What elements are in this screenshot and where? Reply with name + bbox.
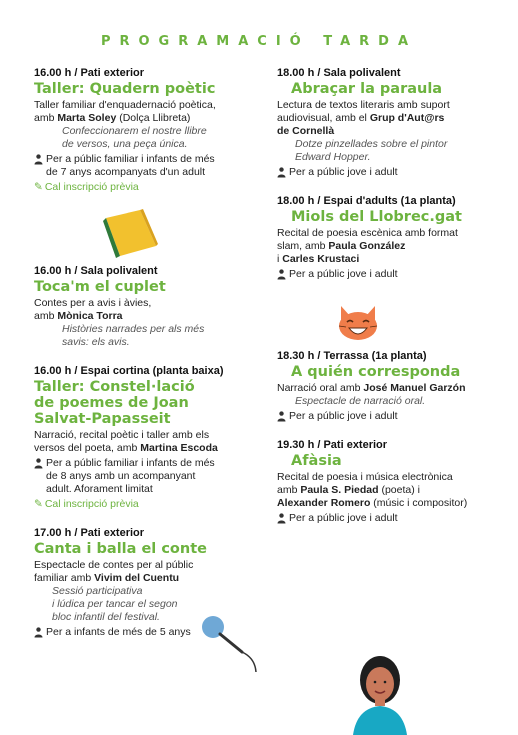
event-time: 19.30 h / Pati exterior bbox=[277, 439, 388, 451]
event-time: 16.00 h / Sala polivalent bbox=[34, 265, 158, 277]
desc-line: amb Mònica Torra bbox=[34, 310, 123, 322]
event-title: Taller: Constel·lació de poemes de Joan Salvat-Papasseit bbox=[34, 379, 195, 427]
performer-name: Grup d'Aut@rs bbox=[369, 112, 445, 124]
desc-line: familiar amb Vivim del Cuentu bbox=[34, 572, 180, 584]
person-icon bbox=[34, 627, 43, 638]
desc-line: amb Paula S. Piedad (poeta) i bbox=[277, 484, 420, 496]
event-audience: Per a públic familiar i infants de més de 7 anys acompanyats d'un adult bbox=[34, 153, 260, 179]
page-title: PROGRAMACIÓ TARDA bbox=[100, 34, 418, 49]
event-title: A quién corresponda bbox=[291, 364, 461, 380]
event-title: Toca'm el cuplet bbox=[34, 279, 166, 295]
performer-name: de Cornellà bbox=[277, 125, 335, 137]
performer-name: Vivim del Cuentu bbox=[94, 572, 180, 584]
person-icon bbox=[34, 458, 43, 469]
event-time: 16.00 h / Pati exterior bbox=[34, 67, 145, 79]
desc-line: slam, amb Paula González bbox=[277, 240, 406, 252]
performer-name: José Manuel Garzón bbox=[363, 382, 466, 394]
event-description bbox=[34, 559, 260, 585]
event-audience: Per a públic familiar i infants de més de 8 anys amb un acompanyant adult. Aforament limitat bbox=[34, 457, 260, 496]
performer-name: Marta Soley bbox=[57, 112, 117, 124]
event-tocam-el-cuplet bbox=[34, 264, 260, 349]
event-time: 18.00 h / Sala polivalent bbox=[277, 67, 401, 79]
event-afasia bbox=[277, 438, 492, 525]
desc-line: Contes per a avis i àvies, bbox=[34, 297, 152, 309]
performer-name: Alexander Romero bbox=[277, 497, 371, 509]
desc-line: Espectacle de contes per al públic bbox=[34, 559, 194, 571]
event-abracar-la-paraula bbox=[277, 66, 492, 179]
pencil-icon: ✎ bbox=[34, 181, 43, 193]
event-miols-del-llobrecgat bbox=[277, 194, 492, 281]
event-description bbox=[34, 99, 260, 125]
microphone-illustration bbox=[200, 614, 270, 674]
left-column bbox=[34, 66, 260, 639]
pencil-icon: ✎ bbox=[34, 498, 43, 510]
performer-name: Carles Krustaci bbox=[282, 253, 360, 265]
event-description bbox=[277, 227, 492, 266]
desc-line: Taller familiar d'enquadernació poètica, bbox=[34, 99, 216, 111]
desc-line: Narració, recital poètic i taller amb els bbox=[34, 429, 210, 441]
registration-note: ✎ Cal inscripció prèvia bbox=[34, 181, 139, 193]
event-audience: Per a públic jove i adult bbox=[277, 410, 492, 423]
desc-line: versos del poeta, amb Martina Escoda bbox=[34, 442, 218, 454]
desc-line: Lectura de textos literaris amb suport bbox=[277, 99, 450, 111]
event-description bbox=[34, 429, 260, 455]
desc-line: Recital de poesia i música electrònica bbox=[277, 471, 453, 483]
performer-name: Paula González bbox=[328, 240, 406, 252]
event-title: Taller: Quadern poètic bbox=[34, 81, 216, 97]
event-title: Canta i balla el conte bbox=[34, 541, 207, 557]
event-note: Dotze pinzellades sobre el pintor Edward Hopper. bbox=[295, 138, 448, 163]
person-icon bbox=[277, 411, 286, 422]
event-constellacio bbox=[34, 364, 260, 511]
performer-name: Martina Escoda bbox=[140, 442, 218, 454]
event-taller-quadern bbox=[34, 66, 260, 194]
event-description bbox=[277, 382, 492, 395]
event-audience: Per a públic jove i adult bbox=[277, 512, 492, 525]
event-description bbox=[277, 99, 492, 138]
performer-name: Mònica Torra bbox=[57, 310, 123, 322]
event-title: Abraçar la paraula bbox=[291, 81, 443, 97]
desc-line: Narració oral amb José Manuel Garzón bbox=[277, 382, 466, 394]
event-note: Històries narrades per als més savis: els avis. bbox=[62, 323, 205, 348]
event-audience: Per a infants de més de 5 anys bbox=[34, 626, 260, 639]
person-icon bbox=[277, 167, 286, 178]
person-icon bbox=[34, 154, 43, 165]
registration-note: ✎ Cal inscripció prèvia bbox=[34, 498, 139, 510]
event-note: Confeccionarem el nostre llibre de versos, una peça única. bbox=[62, 125, 207, 150]
performer-name: Paula S. Piedad bbox=[300, 484, 379, 496]
event-time: 18.30 h / Terrassa (1a planta) bbox=[277, 350, 427, 362]
event-a-quien-corresponda bbox=[277, 349, 492, 423]
book-illustration bbox=[100, 208, 162, 260]
event-time: 16.00 h / Espai cortina (planta baixa) bbox=[34, 365, 224, 377]
right-column bbox=[277, 66, 492, 525]
desc-line: amb Marta Soley (Dolça Llibreta) bbox=[34, 112, 191, 124]
event-note: Sessió participativa i lúdica per tancar el segon bloc infantil del festival. bbox=[52, 585, 178, 623]
event-audience: Per a públic jove i adult bbox=[277, 268, 492, 281]
woman-illustration bbox=[345, 650, 415, 735]
event-note: Espectacle de narració oral. bbox=[295, 395, 426, 407]
event-description bbox=[34, 297, 260, 323]
person-icon bbox=[277, 269, 286, 280]
desc-line: i Carles Krustaci bbox=[277, 253, 360, 265]
event-time: 17.00 h / Pati exterior bbox=[34, 527, 145, 539]
person-icon bbox=[277, 513, 286, 524]
desc-line: Recital de poesia escènica amb format bbox=[277, 227, 458, 239]
desc-line bbox=[277, 125, 492, 138]
desc-line: Alexander Romero (músic i compositor) bbox=[277, 497, 468, 509]
cat-illustration bbox=[335, 302, 381, 342]
event-time: 18.00 h / Espai d'adults (1a planta) bbox=[277, 195, 456, 207]
event-description bbox=[277, 471, 492, 510]
event-title: Miols del Llobrec.gat bbox=[291, 209, 462, 225]
event-audience: Per a públic jove i adult bbox=[277, 166, 492, 179]
desc-line: audiovisual, amb el Grup d'Aut@rs bbox=[277, 112, 445, 124]
event-title: Afàsia bbox=[291, 453, 342, 469]
